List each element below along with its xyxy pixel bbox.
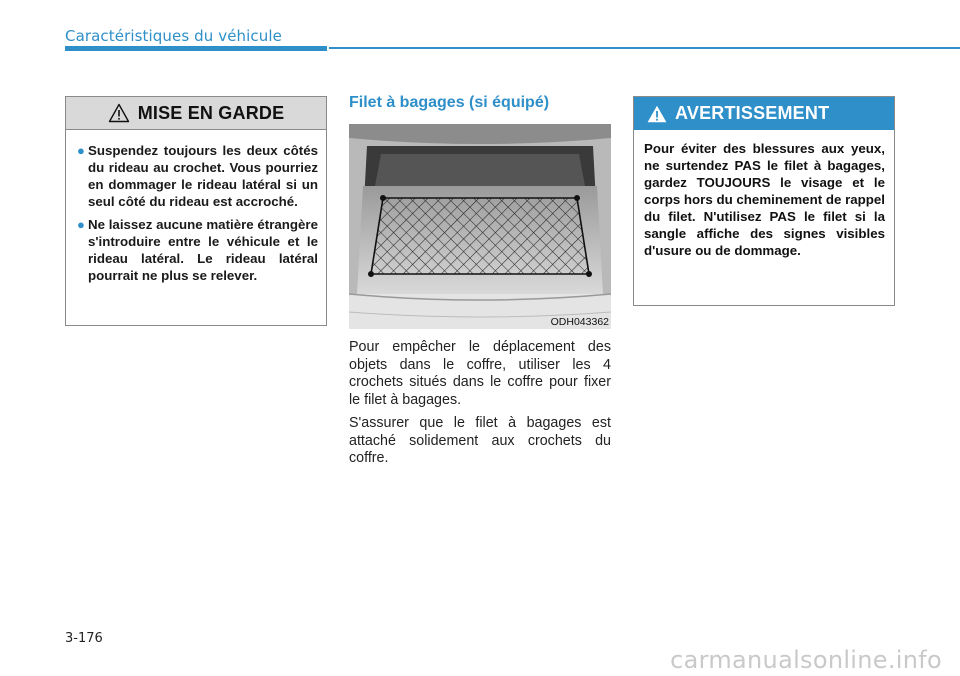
warning-text: Pour éviter des blessures aux yeux, ne surtendez PAS le filet à bagages, gardez TOUJOURS le visage et le corps hors du cheminement de rappel du filet. N'utilisez PAS le filet si la sangle affiche des signes visibles d'usure ou de dommage. — [644, 141, 885, 258]
body-paragraph: Pour empêcher le déplacement des objets dans le coffre, utiliser les 4 crochets situés dans le coffre pour fixer le filet à bagages. — [349, 339, 611, 408]
body-paragraph: S'assurer que le filet à bagages est attaché solidement aux crochets du coffre. — [349, 415, 611, 466]
caution-item — [77, 216, 318, 284]
caution-item-text: Suspendez toujours les deux côtés du rideau au crochet. Vous pourriez en dommager le rideau latéral si un seul côté du rideau est accroché. — [88, 143, 318, 209]
caution-item-text: Ne laissez aucune matière étrangère s'introduire entre le véhicule et le rideau latéral. Le rideau latéral pourrait ne plus se relever. — [88, 217, 318, 283]
page-number: 3-176 — [65, 631, 103, 646]
caution-box — [65, 96, 327, 326]
bullet-icon: ● — [77, 217, 85, 232]
caution-list — [66, 130, 326, 284]
caution-title: MISE EN GARDE — [137, 102, 285, 123]
photo-code: ODH043362 — [550, 316, 609, 328]
header-rule-thin — [329, 47, 960, 49]
bullet-icon: ● — [77, 143, 85, 158]
warning-header — [634, 97, 894, 130]
chapter-title: Caractéristiques du véhicule — [65, 27, 282, 45]
watermark: carmanualsonline.info — [670, 646, 942, 674]
warning-box — [633, 96, 895, 306]
body-text — [349, 339, 611, 474]
header-rule-thick — [65, 46, 327, 51]
warning-triangle-icon — [108, 103, 130, 123]
warning-title: AVERTISSEMENT — [675, 103, 830, 123]
cargo-net-photo — [349, 124, 611, 329]
warning-triangle-icon — [647, 105, 667, 123]
caution-item — [77, 142, 318, 210]
caution-header — [66, 97, 326, 130]
trunk-illustration — [349, 124, 611, 329]
section-title: Filet à bagages (si équipé) — [349, 94, 550, 111]
